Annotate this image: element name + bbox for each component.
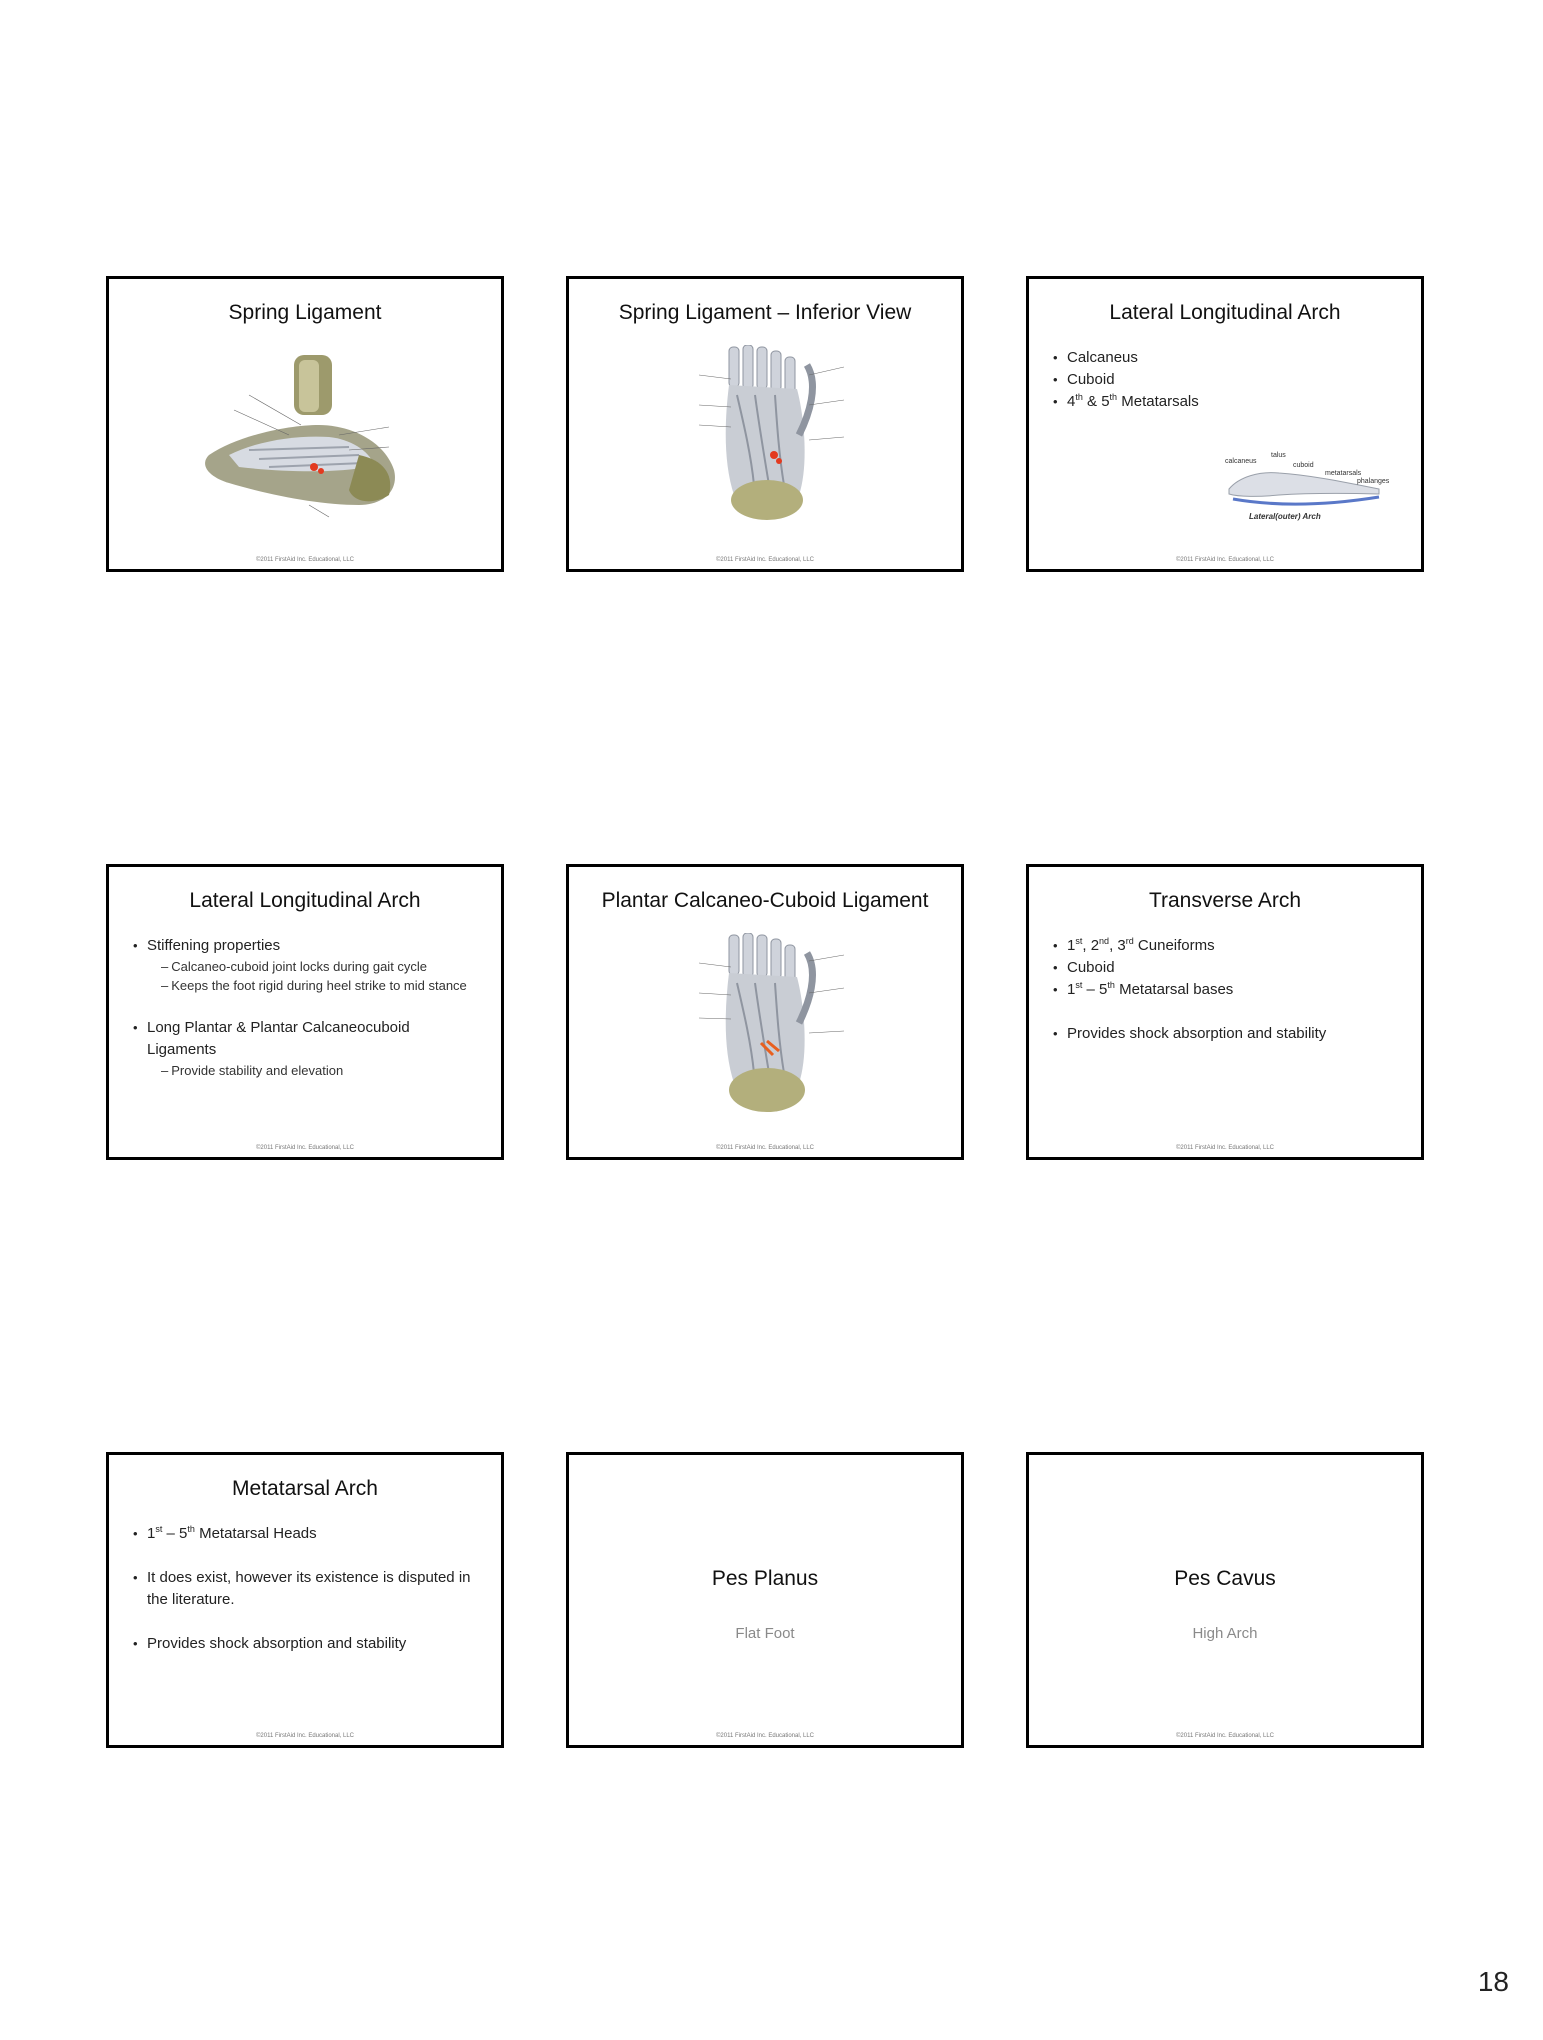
bullet-text: Stiffening properties [147, 937, 281, 954]
diagram-label: cuboid [1293, 462, 1314, 469]
sub-bullet-list [147, 1061, 483, 1080]
slide-title: Transverse Arch [1148, 889, 1302, 912]
bullet-item: • Calcaneus [1051, 347, 1403, 369]
slide-subtitle: Flat Foot [735, 1625, 795, 1642]
bullet-item [1051, 935, 1403, 957]
ordinal-suffix: rd [1125, 936, 1134, 946]
slide-footer: ©2011 FirstAid Inc. Educational, LLC [255, 1733, 355, 1739]
slide-title: Plantar Calcaneo-Cuboid Ligament [601, 889, 929, 912]
ordinal-suffix: th [1075, 392, 1083, 402]
slide-footer: ©2011 FirstAid Inc. Educational, LLC [715, 557, 815, 563]
slide-title: Pes Planus [711, 1567, 819, 1590]
slide-footer: ©2011 FirstAid Inc. Educational, LLC [715, 1733, 815, 1739]
bullet-text: Cuneiforms [1133, 937, 1215, 954]
page-number: 18 [1477, 1966, 1509, 1997]
bullet-text: – 5 [1082, 981, 1108, 998]
slide-lateral-longitudinal-arch-2 [106, 864, 504, 1160]
bullet-item: • Provides shock absorption and stability [1051, 1023, 1403, 1045]
bullet-list [1051, 347, 1403, 413]
foot-medial-view-illustration [189, 355, 429, 525]
bullet-item [131, 1523, 483, 1545]
slide-footer: ©2011 FirstAid Inc. Educational, LLC [1175, 1145, 1275, 1151]
slide-title: Lateral Longitudinal Arch [189, 889, 421, 912]
slide-spring-ligament-inferior [566, 276, 964, 572]
bullet-text: 1 [1067, 981, 1076, 998]
bullet-text: 1 [1067, 937, 1076, 954]
bullet-item [1051, 979, 1403, 1001]
bullet-item: • Provides shock absorption and stability [131, 1633, 483, 1655]
slide-lateral-longitudinal-arch-1 [1026, 276, 1424, 572]
foot-plantar-view-illustration [659, 345, 879, 525]
ordinal-suffix: st [1075, 936, 1083, 946]
sub-bullet-item: – Calcaneo-cuboid joint locks during gait cycle [161, 959, 428, 974]
bullet-item: • Cuboid [1051, 369, 1403, 391]
slide-title: Pes Cavus [1174, 1567, 1276, 1590]
diagram-label: phalanges [1357, 478, 1390, 485]
diagram-caption: Lateral(outer) Arch [1249, 512, 1321, 521]
slide-plantar-calcaneo-cuboid-ligament [566, 864, 964, 1160]
slide-footer: ©2011 FirstAid Inc. Educational, LLC [255, 557, 355, 563]
bullet-text: Metatarsal bases [1114, 981, 1234, 998]
sub-bullet-text: Calcaneo-cuboid joint locks during gait cycle [171, 959, 428, 974]
bullet-text: 4 [1067, 393, 1076, 410]
slide-spring-ligament [106, 276, 504, 572]
ordinal-suffix: th [1109, 392, 1118, 402]
slide-footer: ©2011 FirstAid Inc. Educational, LLC [255, 1145, 355, 1151]
slide-pes-cavus [1026, 1452, 1424, 1748]
bullet-text: , 2 [1082, 937, 1100, 954]
foot-arch-diagram [1219, 449, 1399, 529]
bullet-item [131, 935, 483, 995]
slide-footer: ©2011 FirstAid Inc. Educational, LLC [1175, 1733, 1275, 1739]
slide-pes-planus [566, 1452, 964, 1748]
ordinal-suffix: nd [1099, 936, 1110, 946]
slide-subtitle: High Arch [1192, 1625, 1258, 1642]
bullet-text: 1 [147, 1525, 156, 1542]
bullet-list [131, 935, 483, 1082]
slide-title: Lateral Longitudinal Arch [1109, 301, 1341, 324]
bullet-text: – 5 [162, 1525, 188, 1542]
bullet-text: Metatarsal Heads [194, 1525, 317, 1542]
ordinal-suffix: th [1107, 980, 1115, 990]
sub-bullet-item: – Keeps the foot rigid during heel strike to mid stance [161, 978, 467, 993]
sub-bullet-list [147, 957, 483, 995]
slide-metatarsal-arch [106, 1452, 504, 1748]
sub-bullet-item: – Provide stability and elevation [161, 1063, 344, 1078]
bullet-text: Metatarsals [1117, 393, 1199, 410]
ordinal-suffix: st [1075, 980, 1083, 990]
bullet-text: Long Plantar & Plantar Calcaneocuboid Ligaments [147, 1019, 410, 1058]
bullet-text: , 3 [1109, 937, 1126, 954]
ordinal-suffix: th [187, 1524, 195, 1534]
slide-title: Spring Ligament – Inferior View [618, 301, 912, 324]
slide-footer: ©2011 FirstAid Inc. Educational, LLC [715, 1145, 815, 1151]
bullet-list [1051, 935, 1403, 1045]
bullet-item: • It does exist, however its existence is disputed in the literature. [131, 1567, 483, 1611]
ordinal-suffix: st [155, 1524, 163, 1534]
slide-footer: ©2011 FirstAid Inc. Educational, LLC [1175, 557, 1275, 563]
slide-title: Spring Ligament [228, 301, 382, 324]
sub-bullet-text: Keeps the foot rigid during heel strike to mid stance [171, 978, 467, 993]
bullet-list [131, 1523, 483, 1655]
bullet-item [131, 1017, 483, 1080]
bullet-item: • Cuboid [1051, 957, 1403, 979]
slide-transverse-arch [1026, 864, 1424, 1160]
bullet-item [1051, 391, 1403, 413]
slide-title: Metatarsal Arch [232, 1477, 378, 1500]
diagram-label: talus [1271, 452, 1286, 459]
foot-plantar-view-illustration [659, 933, 879, 1118]
diagram-label: calcaneus [1225, 458, 1257, 465]
sub-bullet-text: Provide stability and elevation [171, 1063, 344, 1078]
diagram-label: metatarsals [1325, 470, 1362, 477]
bullet-text: & 5 [1082, 393, 1110, 410]
